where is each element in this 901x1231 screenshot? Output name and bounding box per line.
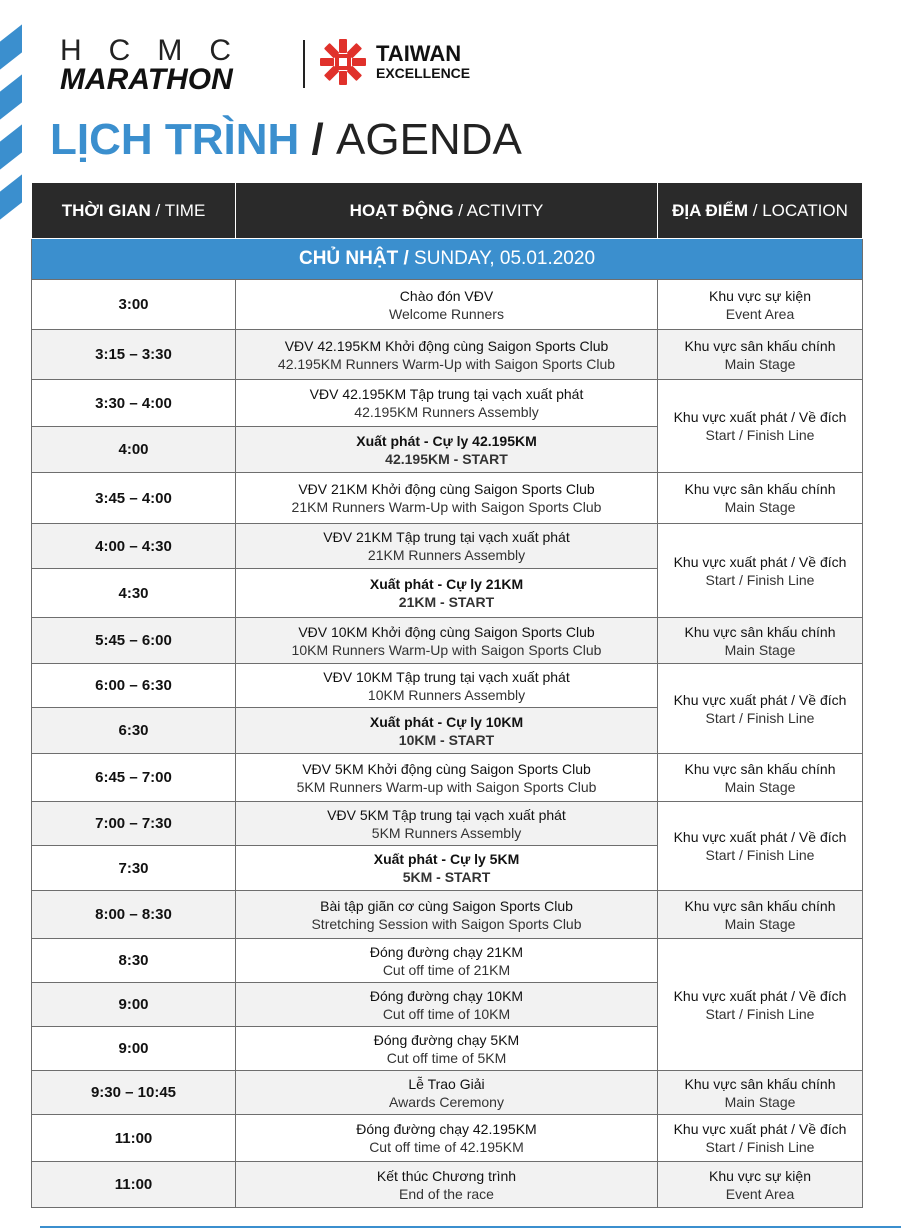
logo-divider — [303, 40, 305, 88]
taiwan-logo-line1: TAIWAN — [376, 41, 462, 66]
activity-cell: VĐV 21KM Tập trung tại vạch xuất phát 21KM Runners Assembly — [236, 524, 658, 569]
location-cell: Khu vực sự kiện Event Area — [658, 280, 863, 330]
time-cell: 7:30 — [32, 846, 236, 891]
time-cell: 3:00 — [32, 280, 236, 330]
time-cell: 5:45 – 6:00 — [32, 618, 236, 664]
time-cell: 6:00 – 6:30 — [32, 664, 236, 708]
page-title — [50, 112, 522, 168]
day-row — [32, 239, 863, 280]
hcmc-logo-bottom: MARATHON — [60, 63, 233, 96]
activity-cell: VĐV 42.195KM Khởi động cùng Saigon Sports Club 42.195KM Runners Warm-Up with Saigon Sports Club — [236, 330, 658, 380]
taiwan-excellence-logo — [318, 37, 470, 87]
activity-cell: Xuất phát - Cự ly 10KM 10KM - START — [236, 708, 658, 754]
time-cell: 3:15 – 3:30 — [32, 330, 236, 380]
location-cell: Khu vực sân khấu chính Main Stage — [658, 330, 863, 380]
decorative-stripes — [0, 0, 30, 250]
time-cell: 9:00 — [32, 983, 236, 1027]
activity-cell: Bài tập giãn cơ cùng Saigon Sports Club Stretching Session with Saigon Sports Club — [236, 891, 658, 939]
location-cell: Khu vực sự kiện Event Area — [658, 1162, 863, 1208]
time-cell: 6:30 — [32, 708, 236, 754]
table-row — [32, 473, 863, 524]
time-cell: 3:45 – 4:00 — [32, 473, 236, 524]
table-row — [32, 891, 863, 939]
table-row — [32, 1071, 863, 1115]
bottom-divider — [40, 1226, 901, 1228]
time-cell: 6:45 – 7:00 — [32, 754, 236, 802]
time-cell: 3:30 – 4:00 — [32, 380, 236, 427]
location-cell: Khu vực sân khấu chính Main Stage — [658, 618, 863, 664]
table-row — [32, 618, 863, 664]
activity-cell: VĐV 10KM Tập trung tại vạch xuất phát 10KM Runners Assembly — [236, 664, 658, 708]
location-cell: Khu vực xuất phát / Về đích Start / Finish Line — [658, 664, 863, 754]
table-row — [32, 1115, 863, 1162]
activity-cell: Xuất phát - Cự ly 5KM 5KM - START — [236, 846, 658, 891]
time-cell: 8:30 — [32, 939, 236, 983]
table-row — [32, 939, 863, 983]
location-cell: Khu vực xuất phát / Về đích Start / Finish Line — [658, 524, 863, 618]
activity-cell: Đóng đường chạy 42.195KM Cut off time of 42.195KM — [236, 1115, 658, 1162]
location-cell: Khu vực xuất phát / Về đích Start / Finish Line — [658, 802, 863, 891]
time-cell: 9:00 — [32, 1027, 236, 1071]
column-header-location: ĐỊA ĐIỂM / LOCATION — [658, 183, 863, 239]
title-vietnamese: LỊCH TRÌNH — [50, 115, 300, 164]
activity-cell: Xuất phát - Cự ly 21KM 21KM - START — [236, 569, 658, 618]
activity-cell: VĐV 5KM Tập trung tại vạch xuất phát 5KM Runners Assembly — [236, 802, 658, 846]
activity-cell: VĐV 10KM Khởi động cùng Saigon Sports Club 10KM Runners Warm-Up with Saigon Sports Club — [236, 618, 658, 664]
activity-cell: Chào đón VĐV Welcome Runners — [236, 280, 658, 330]
activity-cell: VĐV 21KM Khởi động cùng Saigon Sports Club 21KM Runners Warm-Up with Saigon Sports Club — [236, 473, 658, 524]
time-cell: 4:30 — [32, 569, 236, 618]
table-row — [32, 280, 863, 330]
agenda-table — [31, 182, 863, 1208]
time-cell: 9:30 – 10:45 — [32, 1071, 236, 1115]
time-cell: 11:00 — [32, 1162, 236, 1208]
location-cell: Khu vực xuất phát / Về đích Start / Finish Line — [658, 1115, 863, 1162]
activity-cell: Đóng đường chạy 21KM Cut off time of 21KM — [236, 939, 658, 983]
table-row — [32, 380, 863, 427]
hcmc-marathon-logo — [60, 36, 300, 94]
column-header-time: THỜI GIAN / TIME — [32, 183, 236, 239]
location-cell: Khu vực xuất phát / Về đích Start / Finish Line — [658, 380, 863, 473]
table-row — [32, 754, 863, 802]
activity-cell: Kết thúc Chương trình End of the race — [236, 1162, 658, 1208]
column-header-activity: HOẠT ĐỘNG / ACTIVITY — [236, 183, 658, 239]
location-cell: Khu vực sân khấu chính Main Stage — [658, 473, 863, 524]
time-cell: 4:00 – 4:30 — [32, 524, 236, 569]
table-header-row — [32, 183, 863, 239]
activity-cell: VĐV 42.195KM Tập trung tại vạch xuất phát 42.195KM Runners Assembly — [236, 380, 658, 427]
table-row — [32, 664, 863, 708]
day-label: CHỦ NHẬT / SUNDAY, 05.01.2020 — [32, 239, 863, 280]
activity-cell: Lễ Trao Giải Awards Ceremony — [236, 1071, 658, 1115]
title-english: AGENDA — [336, 115, 522, 164]
title-separator: / — [299, 115, 336, 164]
location-cell: Khu vực xuất phát / Về đích Start / Finish Line — [658, 939, 863, 1071]
table-row — [32, 1162, 863, 1208]
taiwan-excellence-mark-icon — [318, 37, 368, 87]
table-row — [32, 802, 863, 846]
activity-cell: Đóng đường chạy 10KM Cut off time of 10KM — [236, 983, 658, 1027]
location-cell: Khu vực sân khấu chính Main Stage — [658, 891, 863, 939]
location-cell: Khu vực sân khấu chính Main Stage — [658, 1071, 863, 1115]
hcmc-logo-top: HCMC — [60, 34, 258, 67]
table-row — [32, 330, 863, 380]
taiwan-logo-line2: EXCELLENCE — [376, 65, 471, 81]
activity-cell: Xuất phát - Cự ly 42.195KM 42.195KM - START — [236, 427, 658, 473]
time-cell: 8:00 – 8:30 — [32, 891, 236, 939]
activity-cell: Đóng đường chạy 5KM Cut off time of 5KM — [236, 1027, 658, 1071]
activity-cell: VĐV 5KM Khởi động cùng Saigon Sports Club 5KM Runners Warm-up with Saigon Sports Club — [236, 754, 658, 802]
time-cell: 4:00 — [32, 427, 236, 473]
location-cell: Khu vực sân khấu chính Main Stage — [658, 754, 863, 802]
table-row — [32, 524, 863, 569]
time-cell: 7:00 – 7:30 — [32, 802, 236, 846]
time-cell: 11:00 — [32, 1115, 236, 1162]
